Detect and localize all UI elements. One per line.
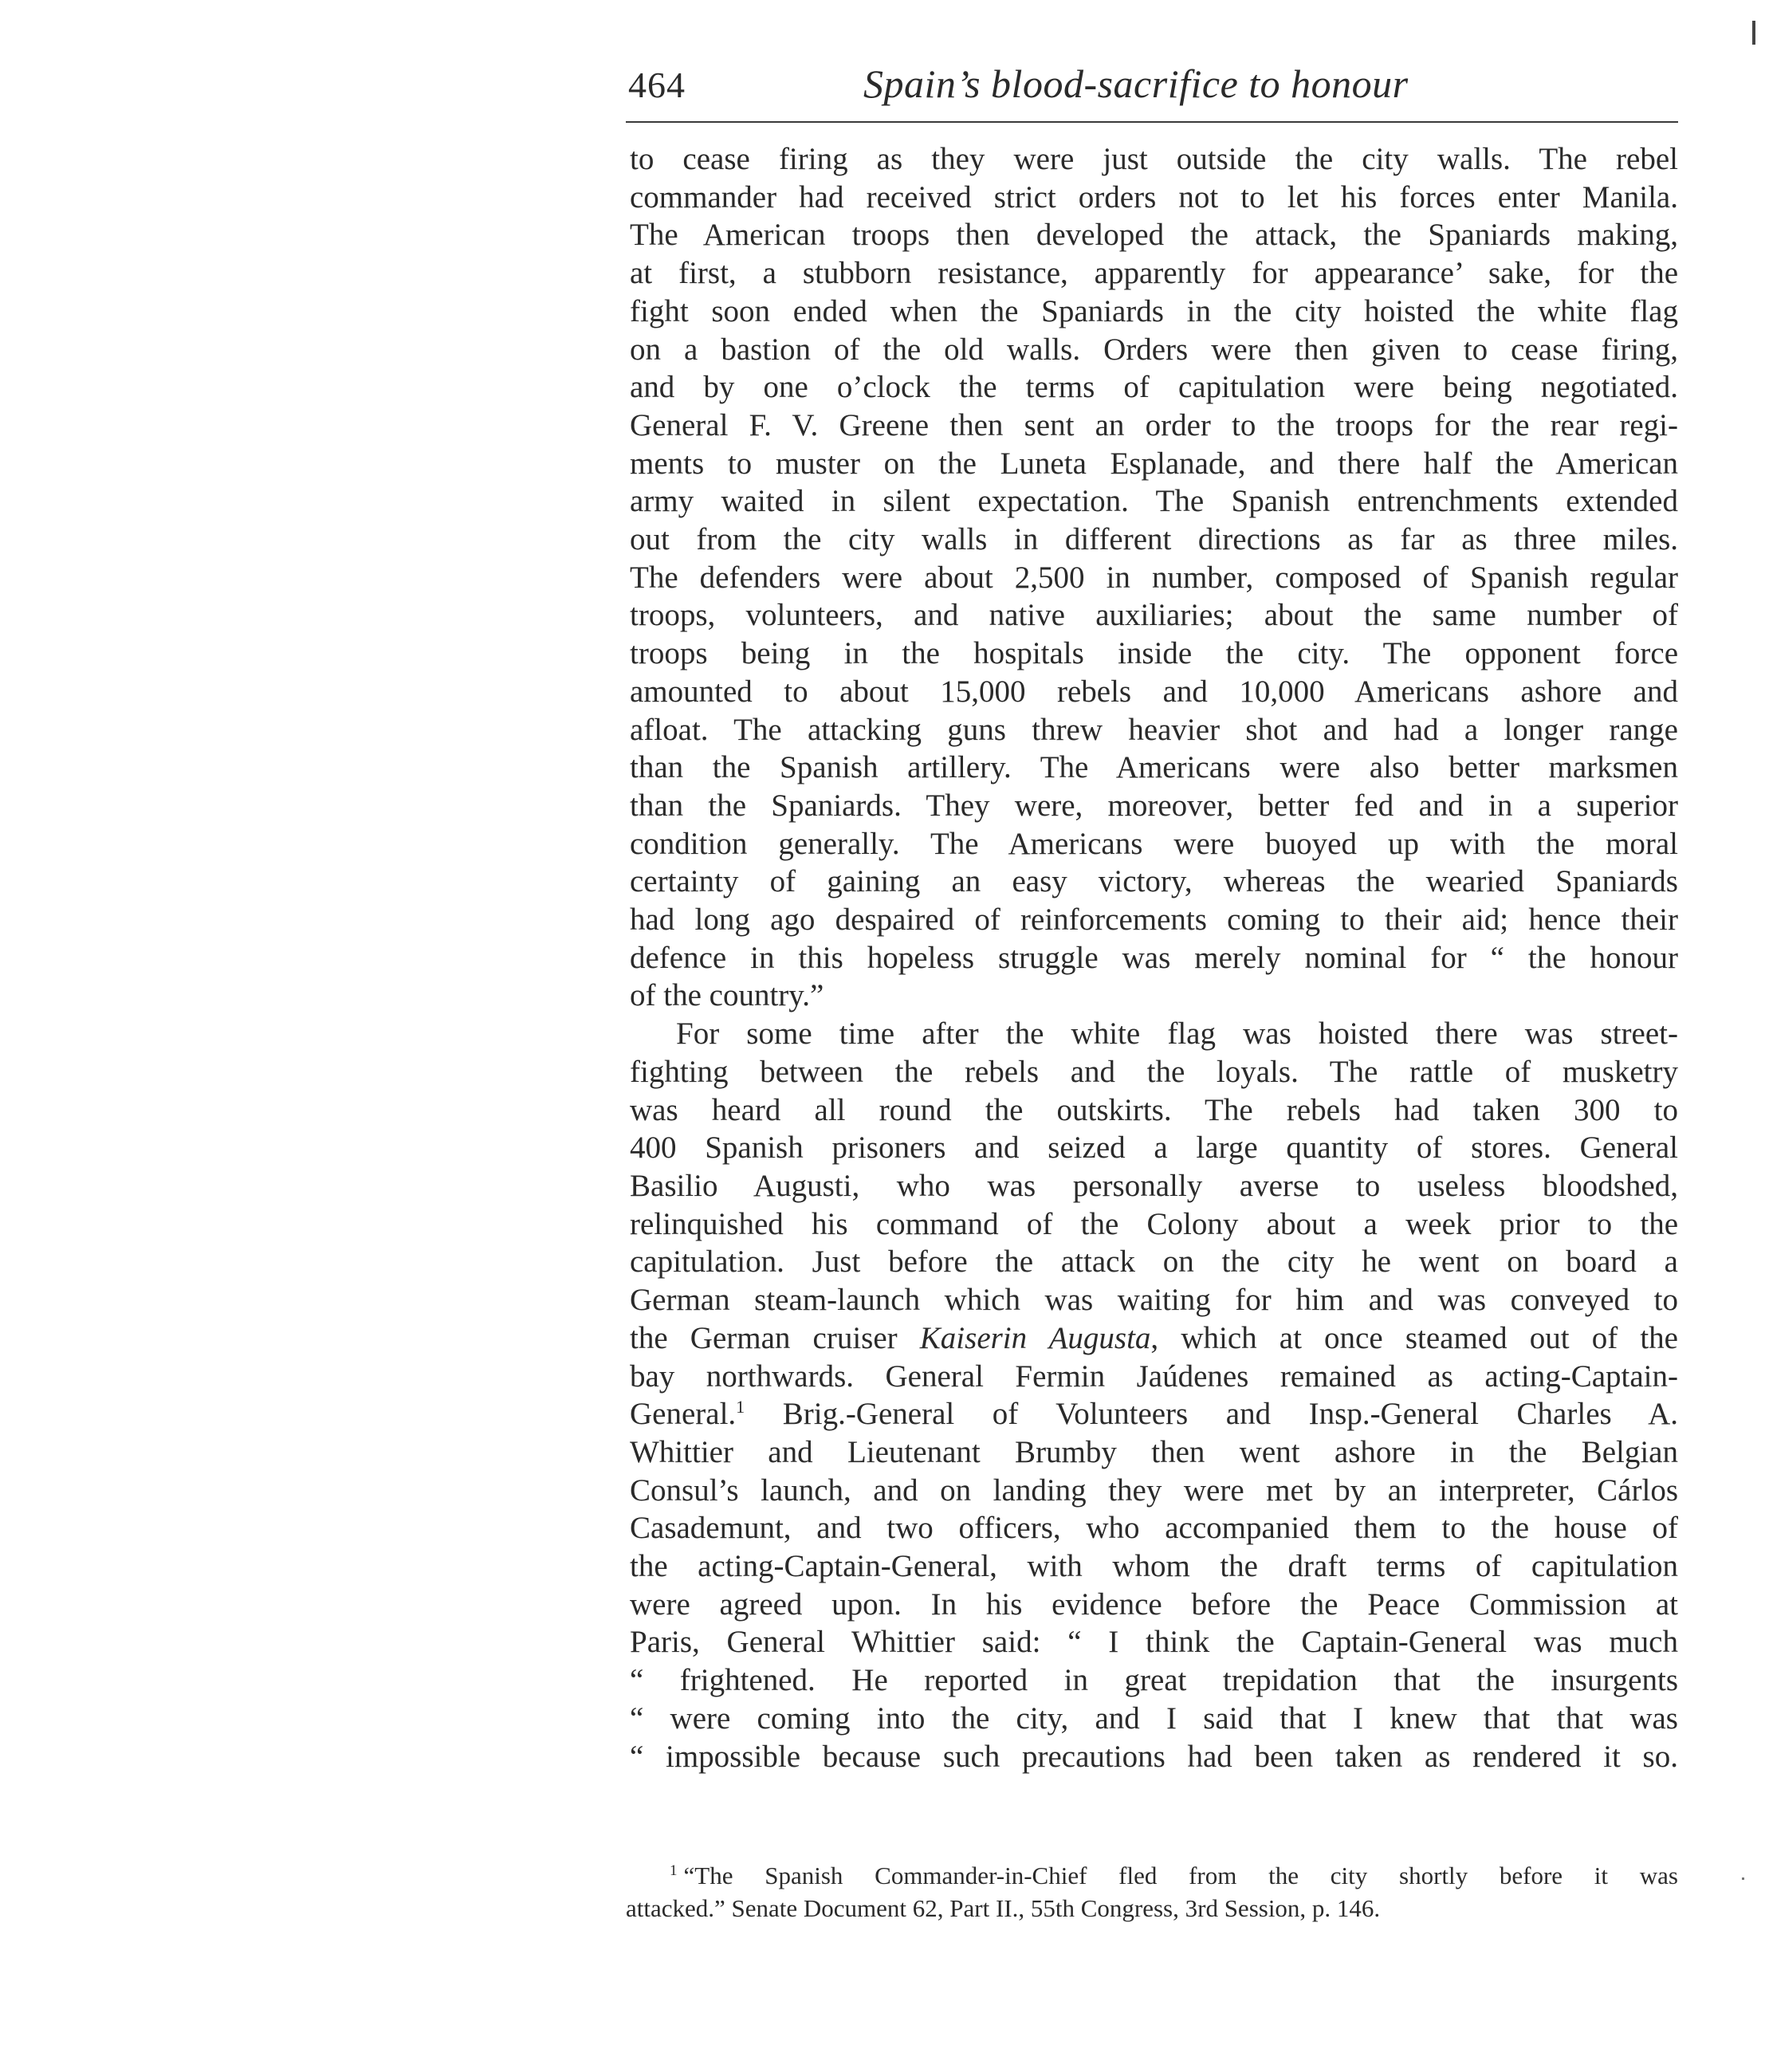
- text-line: out from the city walls in different directions as far as three miles.: [630, 522, 1678, 557]
- text-line: “ were coming into the city, and I said that I knew that that was: [630, 1700, 1678, 1736]
- running-header: [626, 56, 1678, 120]
- text-line: of the country.”: [630, 978, 824, 1013]
- text-line: commander had received strict orders not to let his forces enter Manila.: [630, 179, 1678, 214]
- footnote-line: [626, 1859, 1678, 1892]
- ship-name: Kaiserin Augusta: [919, 1320, 1151, 1355]
- footnote: [626, 1859, 1678, 1925]
- text-line: Paris, General Whittier said: “ I think the Captain-General was much: [630, 1625, 1678, 1660]
- text-line: ments to muster on the Luneta Esplanade, and there half the American: [630, 446, 1678, 481]
- text-line: fight soon ended when the Spaniards in the city hoisted the white flag: [630, 293, 1678, 328]
- paragraph-2: [630, 1015, 1678, 1775]
- text-line: certainty of gaining an easy victory, whereas the wearied Spaniards: [630, 864, 1678, 899]
- text-run: Brig.-General of Volunteers and Insp.-General Charles A.: [745, 1397, 1678, 1432]
- text-line: on a bastion of the old walls. Orders were then given to cease firing,: [630, 332, 1678, 367]
- text-line: the acting-Captain-General, with whom the draft terms of capitulation: [630, 1549, 1678, 1584]
- text-line: [630, 1319, 1678, 1358]
- footnote-reference: 1: [736, 1397, 745, 1417]
- running-title: Spain’s blood-sacrifice to honour: [863, 61, 1409, 106]
- text-line: troops being in the hospitals inside the city. The opponent force: [630, 636, 1678, 671]
- text-line: 400 Spanish prisoners and seized a large quantity of stores. General: [630, 1130, 1678, 1166]
- text-line: afloat. The attacking guns threw heavier shot and had a longer range: [630, 712, 1678, 747]
- text-line: General F. V. Greene then sent an order to the troops for the rear regi-: [630, 407, 1678, 442]
- scan-mark: [1752, 21, 1755, 45]
- header-rule: [626, 121, 1678, 123]
- book-page: [626, 56, 1678, 1922]
- text-line: was heard all round the outskirts. The rebels had taken 300 to: [630, 1092, 1678, 1127]
- text-line: troops, volunteers, and native auxiliaries; about the same number of: [630, 598, 1678, 633]
- text-line: at first, a stubborn resistance, apparently for appearance’ sake, for the: [630, 256, 1678, 291]
- text-line: Consul’s launch, and on landing they were met by an interpreter, Cárlos: [630, 1472, 1678, 1508]
- text-line: fighting between the rebels and the loyals. The rattle of musketry: [630, 1054, 1678, 1089]
- text-line: relinquished his command of the Colony about a week prior to the: [630, 1206, 1678, 1241]
- text-run: General.: [630, 1397, 737, 1432]
- text-line: The American troops then developed the attack, the Spaniards making,: [630, 218, 1678, 253]
- page-number: 464: [628, 65, 686, 105]
- text-line: “ frightened. He reported in great trepidation that the insurgents: [630, 1663, 1678, 1698]
- text-line: The defenders were about 2,500 in number, composed of Spanish regular: [630, 560, 1678, 595]
- paragraph-1: [630, 140, 1678, 1015]
- text-line: to cease firing as they were just outside the city walls. The rebel: [630, 142, 1678, 176]
- text-line: capitulation. Just before the attack on the city he went on board a: [630, 1244, 1678, 1280]
- body-text: [630, 140, 1678, 1775]
- text-line: [630, 1395, 1678, 1433]
- text-run: , which at once steamed out of the: [1150, 1320, 1678, 1355]
- text-line: and by one o’clock the terms of capitulation were being negotiated.: [630, 370, 1678, 405]
- text-line: army waited in silent expectation. The Spanish entrenchments extended: [630, 484, 1678, 519]
- text-line: Whittier and Lieutenant Brumby then went ashore in the Belgian: [630, 1434, 1678, 1469]
- text-line: Basilio Augusti, who was personally averse to useless bloodshed,: [630, 1168, 1678, 1203]
- footnote-text: “The Spanish Commander-in-Chief fled from the city shortly before it was: [683, 1862, 1678, 1889]
- text-line: had long ago despaired of reinforcements coming to their aid; hence their: [630, 902, 1678, 938]
- text-line: Casademunt, and two officers, who accompanied them to the house of: [630, 1511, 1678, 1546]
- text-line: defence in this hopeless struggle was merely nominal for “ the honour: [630, 940, 1678, 975]
- text-line: condition generally. The Americans were buoyed up with the moral: [630, 826, 1678, 861]
- footnote-line: attacked.” Senate Document 62, Part II., 55th Congress, 3rd Session, p. 146.: [626, 1894, 1381, 1922]
- text-run: the German cruiser: [630, 1320, 920, 1355]
- text-line: were agreed upon. In his evidence before the Peace Commission at: [630, 1586, 1678, 1622]
- scan-speck: [1742, 1877, 1744, 1880]
- text-line: than the Spanish artillery. The Americans were also better marksmen: [630, 750, 1678, 785]
- text-line: German steam-launch which was waiting for him and was conveyed to: [630, 1283, 1678, 1318]
- text-line: bay northwards. General Fermin Jaúdenes remained as acting-Captain-: [630, 1358, 1678, 1394]
- footnote-mark: 1: [670, 1862, 678, 1879]
- text-line: amounted to about 15,000 rebels and 10,000 Americans ashore and: [630, 674, 1678, 709]
- text-line: “ impossible because such precautions had been taken as rendered it so.: [630, 1739, 1678, 1774]
- text-line: than the Spaniards. They were, moreover, better fed and in a superior: [630, 788, 1678, 823]
- text-line: For some time after the white flag was hoisted there was street-: [676, 1016, 1678, 1052]
